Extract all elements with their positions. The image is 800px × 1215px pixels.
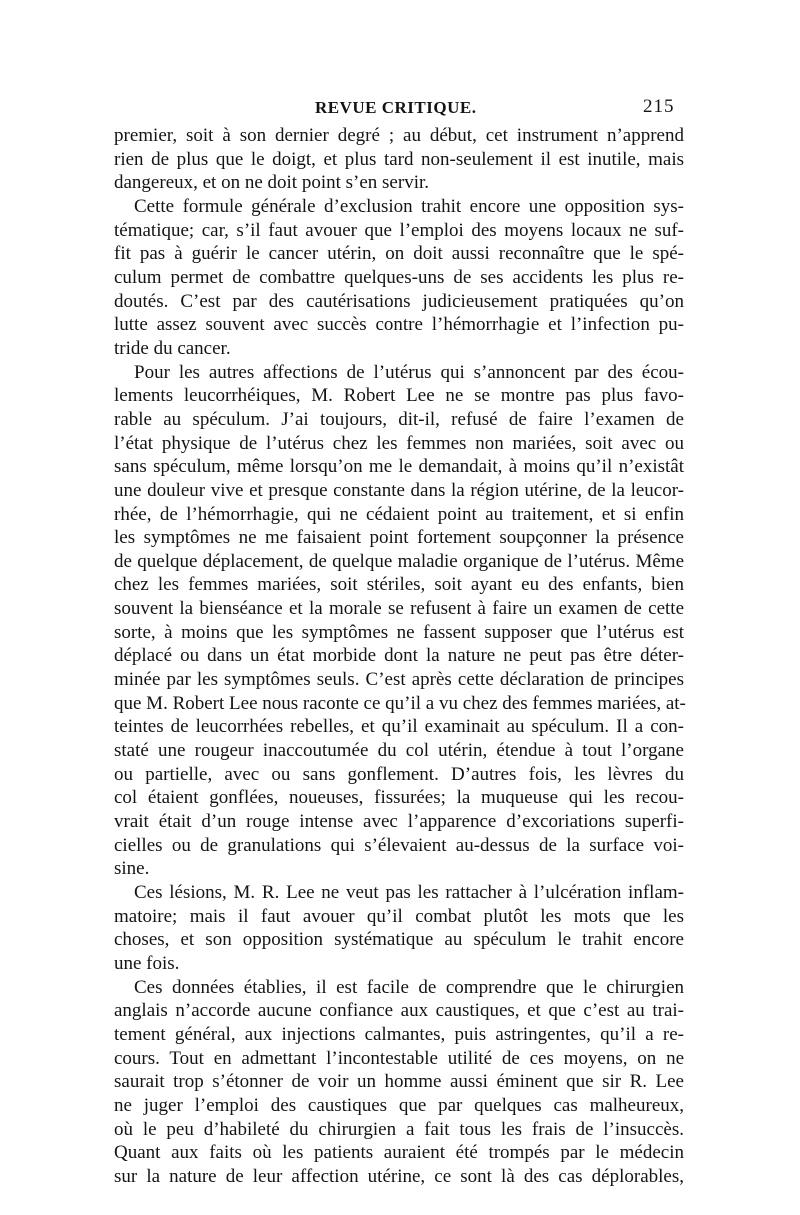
text-line: ou partielle, avec ou sans gonflement. D’autres fois, les lèvres du [114, 763, 684, 785]
text-line: staté une rougeur inaccoutumée du col utérin, étendue à tout l’organe [114, 740, 684, 762]
text-line: fit pas à guérir le cancer utérin, on doit aussi reconnaître que le spé- [114, 243, 684, 265]
text-line: anglais n’accorde aucune confiance aux caustiques, et que c’est au trai- [114, 1000, 684, 1022]
text-line: Quant aux faits où les patients auraient été trompés par le médecin [114, 1142, 684, 1164]
text-line: sur la nature de leur affection utérine, ce sont là des cas déplorables, [114, 1165, 684, 1187]
text-line: de quelque déplacement, de quelque maladie organique de l’utérus. Même [114, 550, 684, 572]
body-text [114, 124, 684, 1189]
text-line: rien de plus que le doigt, et plus tard non-seulement il est inutile, mais [114, 148, 684, 170]
text-line: sorte, à moins que les symptômes ne fassent supposer que l’utérus est [114, 621, 684, 643]
text-line: saurait trop s’étonner de voir un homme aussi éminent que sir R. Lee [114, 1071, 684, 1093]
text-line: tématique; car, s’il faut avouer que l’emploi des moyens locaux ne suf- [114, 219, 684, 241]
text-line: l’état physique de l’utérus chez les femmes non mariées, soit avec ou [114, 432, 684, 454]
text-line: minée par les symptômes seuls. C’est après cette déclaration de principes [114, 669, 684, 691]
text-line: lutte assez souvent avec succès contre l’hémorrhagie et l’infection pu- [114, 314, 684, 336]
text-line: teintes de leucorrhées rebelles, et qu’il examinait au spéculum. Il a con- [114, 716, 684, 738]
text-line: cours. Tout en admettant l’incontestable utilité de ces moyens, on ne [114, 1047, 684, 1069]
text-line: les symptômes ne me faisaient point fortement soupçonner la présence [114, 527, 684, 549]
text-line: cielles ou de granulations qui s’élevaient au-dessus de la surface voi- [114, 834, 684, 856]
text-line: chez les femmes mariées, soit stériles, soit ayant eu des enfants, bien [114, 574, 684, 596]
text-line: Cette formule générale d’exclusion trahit encore une opposition sys- [134, 195, 684, 217]
text-line: déplacé ou dans un état morbide dont la nature ne peut pas être déter- [114, 645, 684, 667]
text-line: col étaient gonflées, noueuses, fissurées; la muqueuse qui les recou- [114, 787, 684, 809]
text-line: doutés. C’est par des cautérisations judicieusement pratiquées qu’on [114, 290, 684, 312]
text-line: tride du cancer. [114, 337, 231, 359]
text-line: où le peu d’habileté du chirurgien a fait tous les frais de l’insuccès. [114, 1118, 684, 1140]
text-line: premier, soit à son dernier degré ; au début, cet instrument n’apprend [114, 125, 684, 146]
text-line: choses, et son opposition systématique au spéculum le trahit encore [114, 929, 684, 951]
text-line: une douleur vive et presque constante dans la région utérine, de la leucor- [114, 479, 684, 501]
running-header [0, 98, 800, 122]
text-line: que M. Robert Lee nous raconte ce qu’il a vu chez des femmes mariées, at- [114, 692, 686, 714]
text-line: Pour les autres affections de l’utérus qui s’annoncent par des écou- [134, 361, 684, 383]
text-line: Ces lésions, M. R. Lee ne veut pas les rattacher à l’ulcération inflam- [134, 882, 684, 903]
text-line: sine. [114, 858, 150, 880]
text-line: Ces données établies, il est facile de comprendre que le chirurgien [134, 976, 684, 998]
text-line: sans spéculum, même lorsqu’on me le demandait, à moins qu’il n’existât [114, 456, 684, 478]
page-number: 215 [643, 96, 675, 117]
running-title: REVUE CRITIQUE. [315, 98, 477, 117]
text-line: tement général, aux injections calmantes, puis astringentes, qu’il a re- [114, 1023, 684, 1045]
text-line: matoire; mais il faut avouer qu’il combat plutôt les mots que les [114, 905, 684, 927]
text-line: culum permet de combattre quelques-uns de ses accidents les plus re- [114, 266, 684, 288]
text-line: rhée, de l’hémorrhagie, qui ne cédaient point au traitement, et si enfin [114, 503, 684, 525]
text-line: rable au spéculum. J’ai toujours, dit-il, refusé de faire l’examen de [114, 408, 684, 430]
text-line: une fois. [114, 952, 180, 974]
text-line: vrait était d’un rouge intense avec l’apparence d’excoriations superfi- [114, 811, 684, 833]
text-line: dangereux, et on ne doit point s’en servir. [114, 172, 430, 194]
text-line: ne juger l’emploi des caustiques que par quelques cas malheureux, [114, 1094, 684, 1116]
text-line: souvent la bienséance et la morale se refusent à faire un examen de cette [114, 598, 684, 620]
text-line: lements leucorrhéiques, M. Robert Lee ne se montre pas plus favo- [114, 385, 684, 407]
